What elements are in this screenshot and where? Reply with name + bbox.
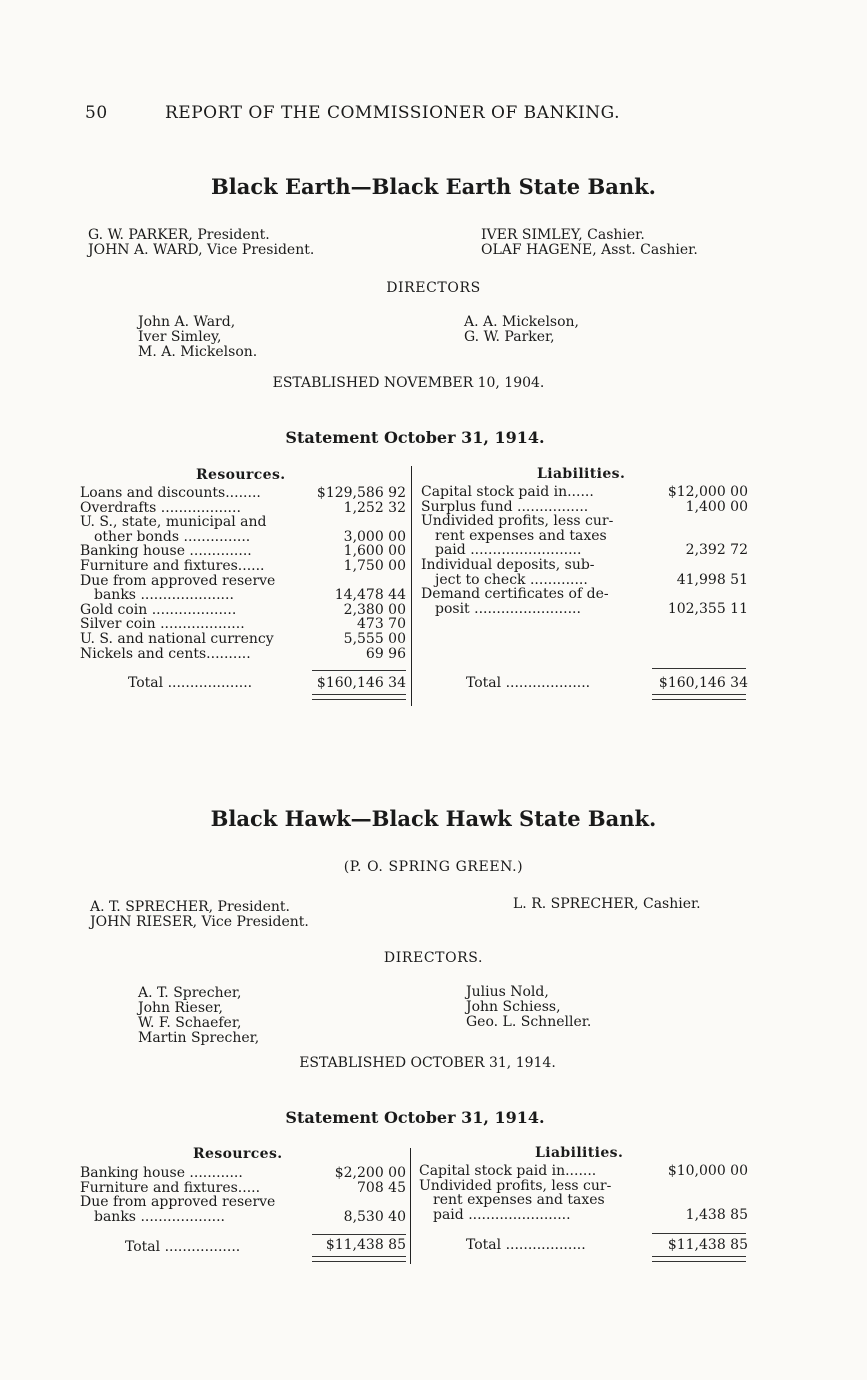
officer-vice-president: JOHN A. WARD, Vice President. (88, 242, 315, 258)
resource-amount: 1,252 32 (343, 499, 406, 516)
resource-amount: 3,000 00 (343, 528, 406, 545)
liability-amount: 1,400 00 (685, 498, 748, 515)
resource-label: Banking house ............ (80, 1165, 243, 1181)
directors-heading: DIRECTORS (386, 280, 481, 296)
resource-label: Due from approved reserve (80, 1194, 276, 1211)
statement-title: Statement October 31, 1914. (285, 428, 545, 447)
officer-president: G. W. PARKER, President. (88, 227, 270, 243)
resource-amount: 1,600 00 (343, 543, 406, 560)
liabilities-heading: Liabilities. (535, 1145, 624, 1161)
resources-total: $11,438 85 (325, 1237, 406, 1253)
resources-heading: Resources. (196, 467, 286, 483)
director: John A. Ward, (138, 314, 236, 330)
liability-label: Capital stock paid in....... (419, 1163, 597, 1179)
page-number: 50 (85, 103, 108, 123)
resource-label: Furniture and fixtures..... (80, 1179, 261, 1196)
liability-label: paid ....................... (433, 1206, 571, 1223)
liability-label: posit ........................ (435, 600, 581, 617)
liabilities-total-label: Total .................. (466, 1237, 586, 1253)
resource-label: Gold coin ................... (80, 601, 237, 618)
resource-label: banks ................... (94, 1208, 225, 1225)
total-rule (312, 670, 406, 671)
total-double-rule (652, 694, 746, 700)
director: G. W. Parker, (464, 329, 555, 345)
resource-label: banks ..................... (94, 587, 234, 604)
resource-amount: 473 70 (357, 616, 406, 633)
resource-label: Loans and discounts........ (80, 485, 261, 501)
liability-label: Undivided profits, less cur- (419, 1177, 612, 1194)
officer-asst-cashier: OLAF HAGENE, Asst. Cashier. (481, 242, 698, 258)
director: John Rieser, (138, 1000, 223, 1016)
resources-total: $160,146 34 (316, 675, 406, 691)
director: Geo. L. Schneller. (466, 1014, 592, 1030)
total-rule (652, 668, 746, 669)
total-double-rule (312, 694, 406, 700)
director: A. T. Sprecher, (138, 985, 242, 1001)
officer-cashier: IVER SIMLEY, Cashier. (481, 227, 645, 243)
liability-amount: 41,998 51 (676, 571, 748, 588)
liability-label: Undivided profits, less cur- (421, 513, 614, 530)
resource-label: other bonds ............... (94, 528, 251, 545)
director: W. F. Schaefer, (138, 1015, 242, 1031)
resource-amount: 2,380 00 (343, 601, 406, 618)
statement-title: Statement October 31, 1914. (285, 1108, 545, 1127)
resource-amount: $2,200 00 (334, 1165, 406, 1181)
liability-label: Individual deposits, sub- (421, 557, 595, 573)
resources-total-label: Total ................... (128, 675, 253, 691)
liability-amount: 102,355 11 (667, 600, 748, 617)
resource-label: Nickels and cents.......... (80, 645, 251, 662)
director: M. A. Mickelson. (138, 344, 258, 360)
bank-title: Black Earth—Black Earth State Bank. (211, 174, 656, 199)
director: Iver Simley, (138, 329, 222, 345)
resource-amount: 69 96 (365, 645, 406, 662)
officer-vice-president: JOHN RIESER, Vice President. (90, 914, 309, 930)
bank-title: Black Hawk—Black Hawk State Bank. (210, 806, 657, 831)
liabilities-total: $11,438 85 (667, 1237, 748, 1253)
total-rule (312, 1234, 406, 1235)
bank-subtitle: (P. O. SPRING GREEN.) (343, 859, 524, 875)
resource-amount: 8,530 40 (343, 1208, 406, 1225)
resource-label: Overdrafts .................. (80, 499, 241, 516)
resource-amount: 14,478 44 (334, 587, 406, 604)
total-rule (652, 1233, 746, 1234)
resource-amount: $129,586 92 (316, 485, 406, 501)
resource-label: U. S., state, municipal and (80, 514, 267, 531)
running-title: REPORT OF THE COMMISSIONER OF BANKING. (165, 103, 620, 123)
resource-label: U. S. and national currency (80, 631, 274, 647)
total-double-rule (312, 1256, 406, 1262)
liability-label: Surplus fund ................ (421, 498, 589, 515)
director: Martin Sprecher, (138, 1030, 260, 1046)
liability-label: rent expenses and taxes (435, 527, 607, 544)
resource-label: Furniture and fixtures...... (80, 558, 265, 574)
director: A. A. Mickelson, (464, 314, 580, 330)
total-double-rule (652, 1256, 746, 1262)
liability-label: paid ......................... (435, 542, 582, 559)
liability-label: rent expenses and taxes (433, 1192, 605, 1209)
resource-amount: 708 45 (357, 1179, 406, 1196)
column-divider (411, 466, 412, 706)
liabilities-heading: Liabilities. (537, 466, 626, 482)
resources-heading: Resources. (193, 1146, 283, 1162)
liability-label: Capital stock paid in...... (421, 484, 594, 500)
established-date: ESTABLISHED OCTOBER 31, 1914. (299, 1055, 556, 1071)
liability-label: Demand certificates of de- (421, 586, 609, 603)
directors-heading: DIRECTORS. (383, 950, 484, 966)
liability-amount: $10,000 00 (667, 1163, 748, 1179)
officer-president: A. T. SPRECHER, President. (90, 899, 290, 915)
liability-amount: 2,392 72 (685, 542, 748, 559)
officer-cashier: L. R. SPRECHER, Cashier. (513, 896, 701, 912)
director: Julius Nold, (466, 984, 549, 1000)
liabilities-total: $160,146 34 (658, 675, 748, 691)
resources-total-label: Total ................. (125, 1239, 241, 1255)
resource-amount: 1,750 00 (343, 558, 406, 574)
resource-label: Banking house .............. (80, 543, 252, 560)
established-date: ESTABLISHED NOVEMBER 10, 1904. (272, 375, 545, 391)
resource-label: Due from approved reserve (80, 572, 276, 589)
resource-amount: 5,555 00 (343, 631, 406, 647)
liability-amount: 1,438 85 (685, 1206, 748, 1223)
liabilities-total-label: Total ................... (466, 675, 591, 691)
resource-label: Silver coin ................... (80, 616, 245, 633)
liability-amount: $12,000 00 (667, 484, 748, 500)
liability-label: ject to check ............. (435, 571, 588, 588)
director: John Schiess, (466, 999, 561, 1015)
column-divider (410, 1148, 411, 1264)
